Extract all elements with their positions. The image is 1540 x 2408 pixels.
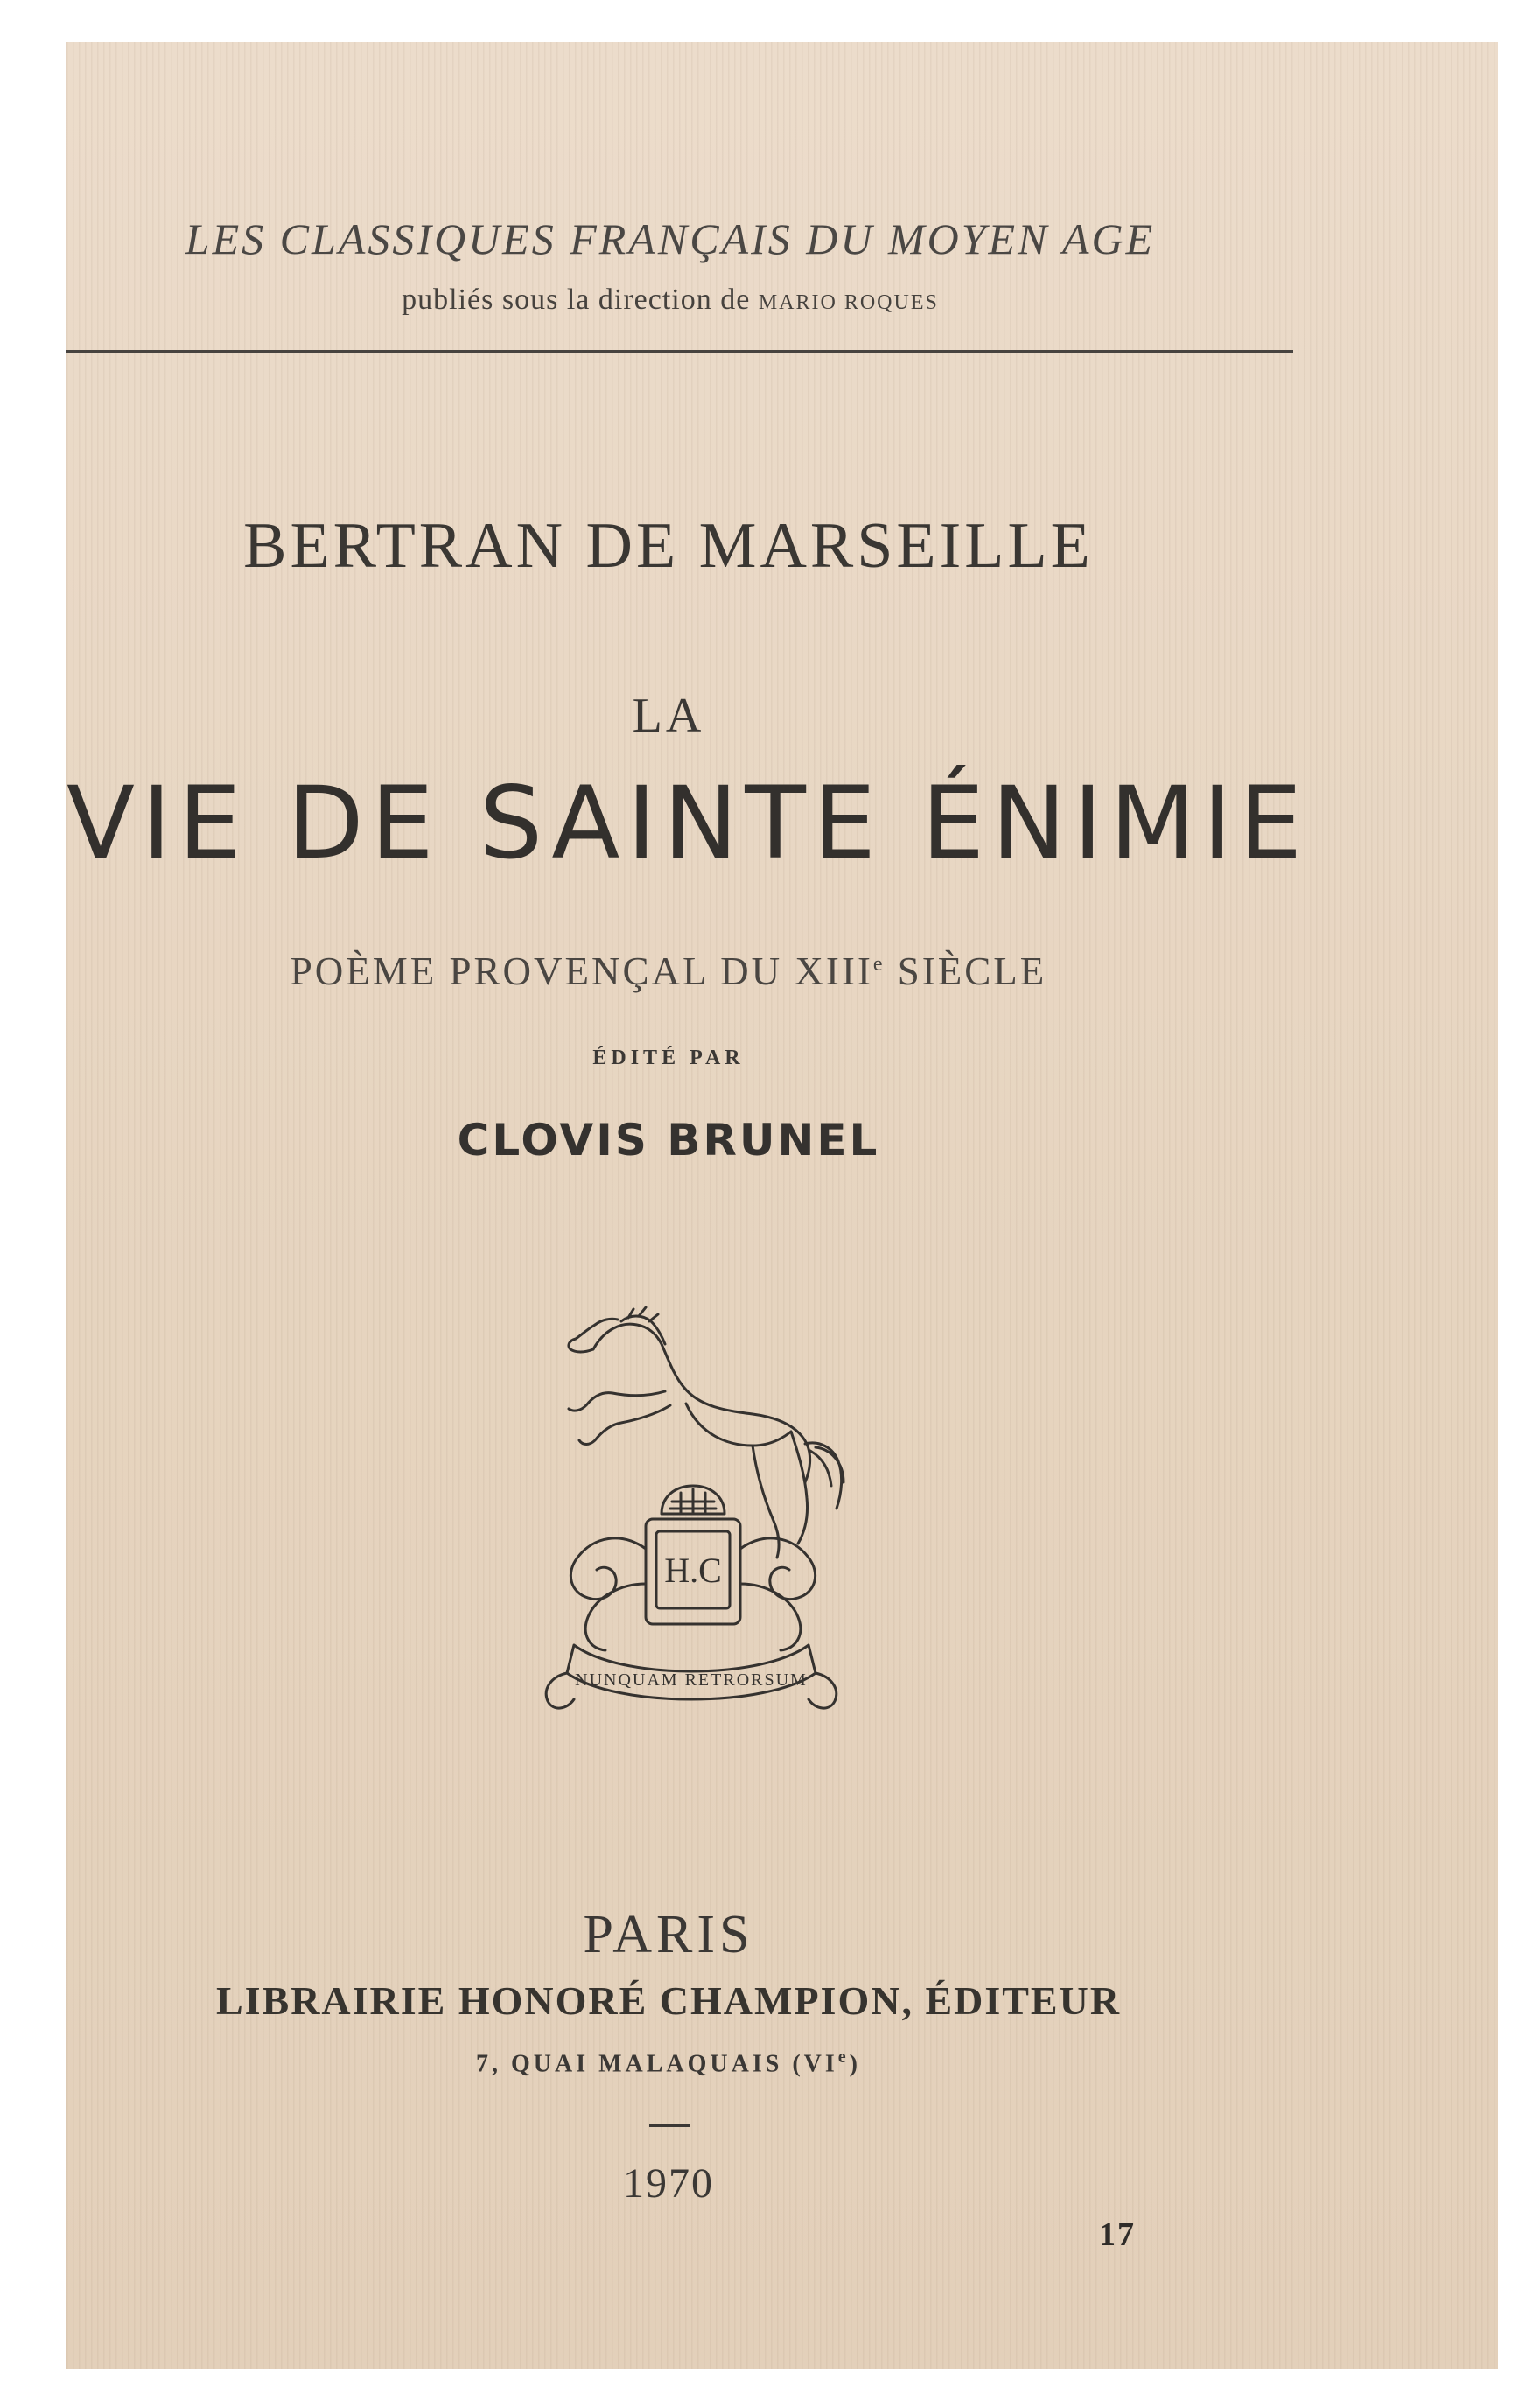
direction-prefix: publiés sous la direction de [402,284,751,316]
horse-foreleg-lower [579,1405,670,1445]
editor-name: CLOVIS BRUNEL [457,1115,880,1166]
series-direction [66,284,1274,317]
imprint-city: PARIS [583,1905,754,1964]
horse-body [593,1324,810,1482]
emblem-monogram: H.C [664,1550,722,1590]
edited-by-label: ÉDITÉ PAR [592,1046,745,1069]
horse-tail [805,1443,844,1508]
book-title: VIE DE SAINTE ÉNIMIE [66,765,1310,881]
address-main: 7, QUAI MALAQUAIS (VI [475,2050,838,2078]
horse-crest-emblem [490,1295,892,1750]
book-subtitle [66,948,1270,994]
horse-foreleg-upper [569,1391,665,1410]
title-page [66,42,1498,2370]
header-rule [66,350,1293,353]
mantling-left [570,1538,646,1650]
series-director: MARIO ROQUES [758,291,939,314]
imprint-divider [649,2124,690,2127]
author-name: BERTRAN DE MARSEILLE [243,510,1094,582]
address-end: ) [849,2050,861,2078]
volume-number: 17 [1099,2216,1136,2253]
series-title: LES CLASSIQUES FRANÇAIS DU MOYEN AGE [185,214,1156,263]
imprint-publisher: LIBRAIRIE HONORÉ CHAMPION, ÉDITEUR [215,1978,1122,2023]
subtitle-main: POÈME PROVENÇAL DU XIII [290,949,873,993]
subtitle-superscript: e [872,953,886,976]
subtitle-end: SIÈCLE [885,949,1047,993]
publication-year: 1970 [623,2160,714,2207]
address-superscript: e [837,2048,850,2067]
horse-belly [686,1404,791,1446]
imprint-address [66,2048,1270,2078]
emblem-motto: NUNQUAM RETRORSUM [575,1670,808,1690]
title-article: LA [632,689,705,743]
